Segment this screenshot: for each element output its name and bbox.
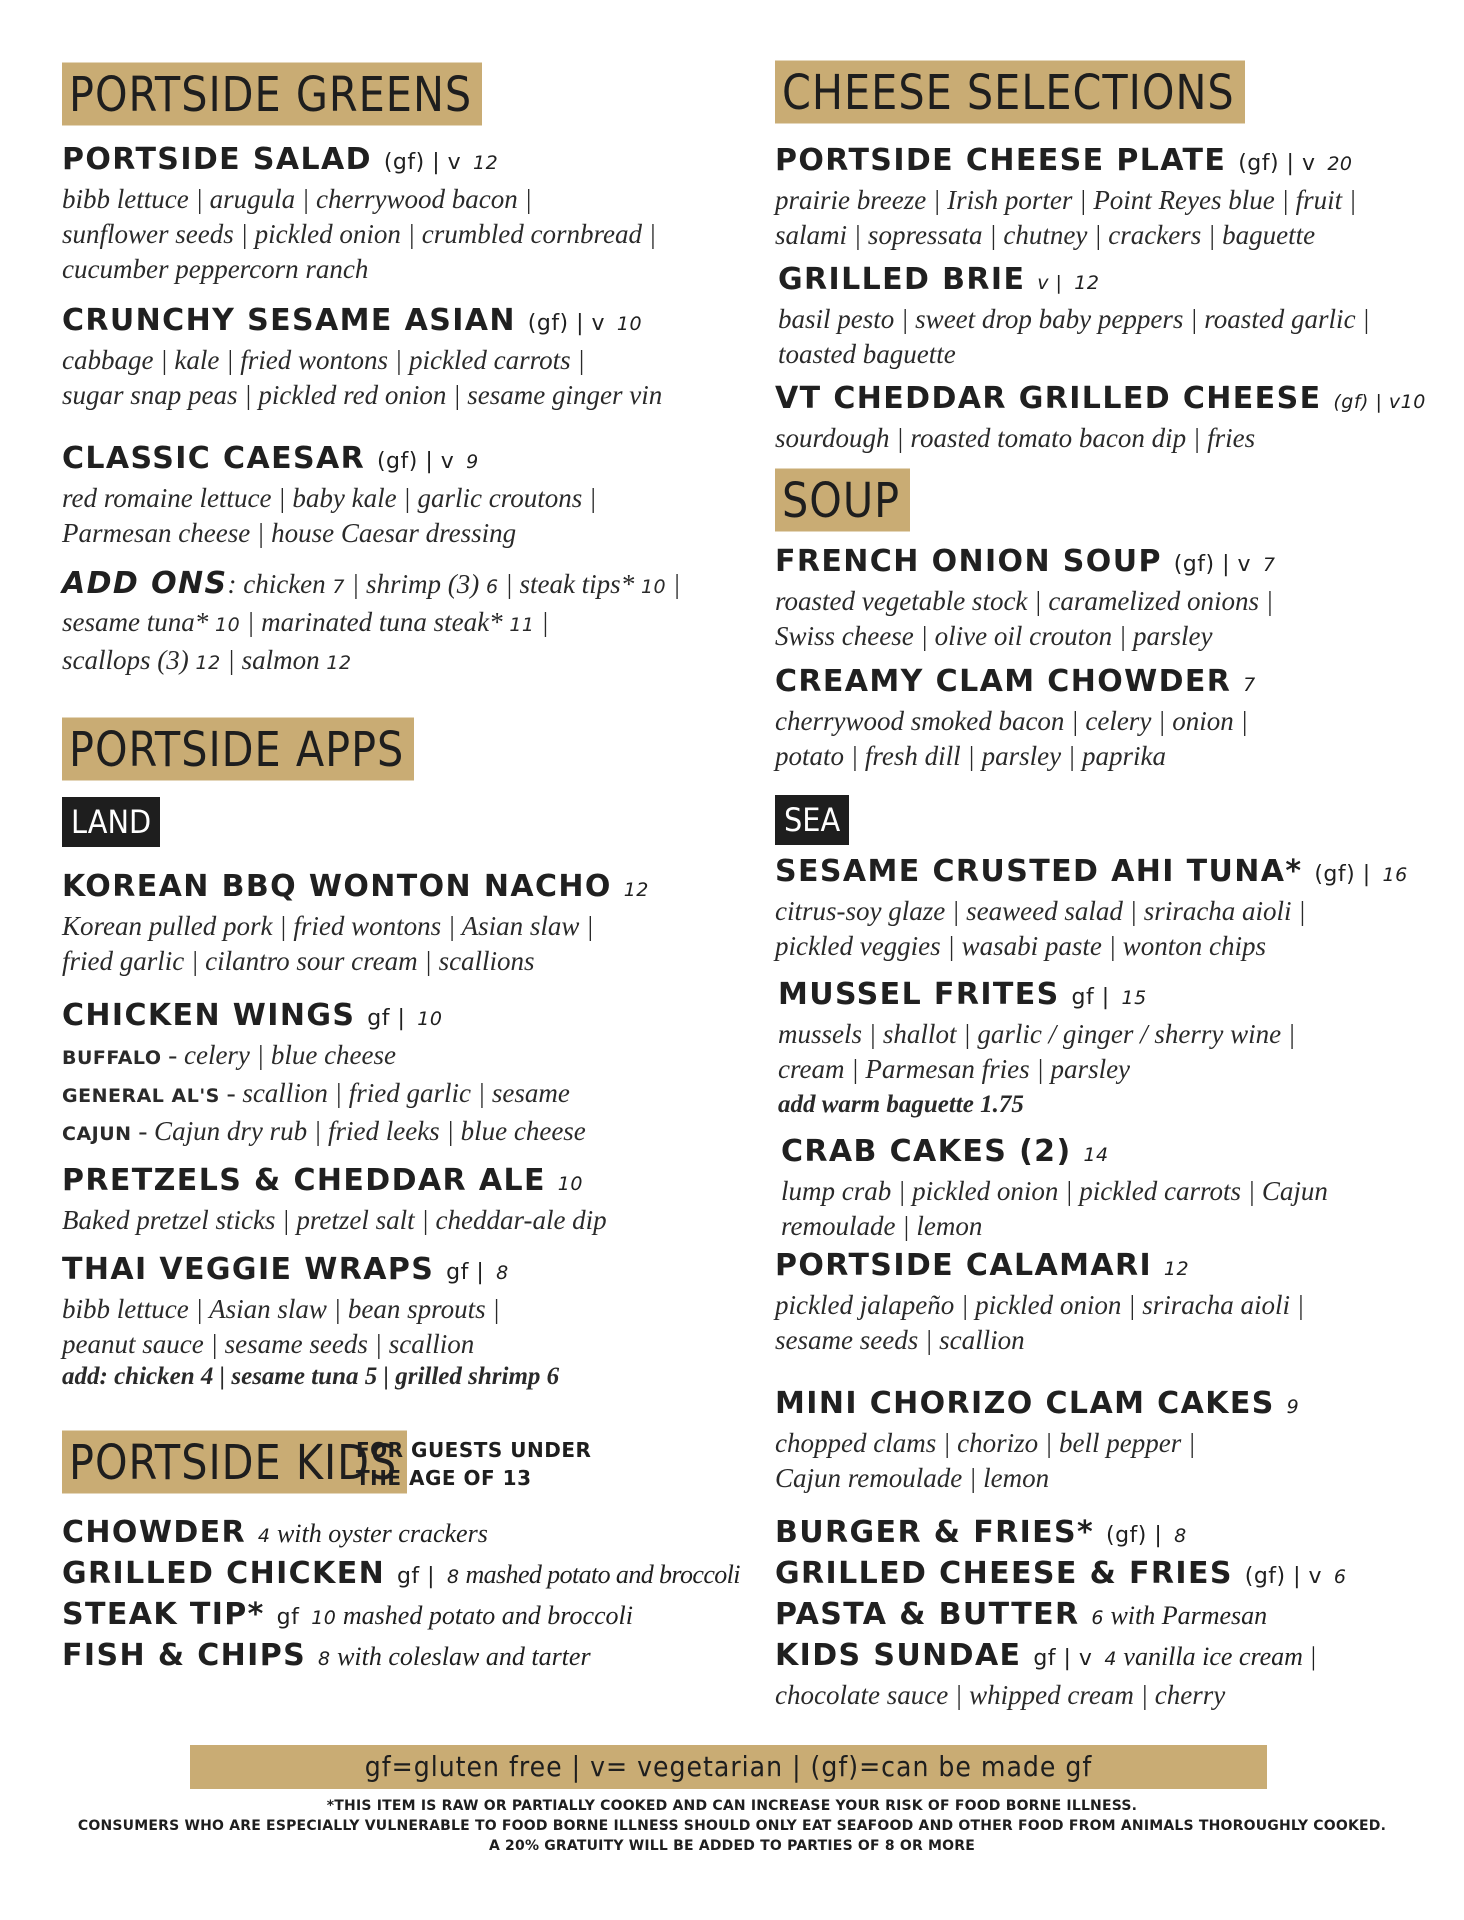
kids-note-line: THE AGE OF 13 [356, 1466, 532, 1490]
item-desc: citrus-soy glaze | seaweed salad | sriracha aioli | [775, 896, 1306, 926]
item-name: KOREAN BBQ WONTON NACHO [62, 869, 612, 904]
kids-item [62, 1596, 740, 1637]
item-price: 7 [1243, 674, 1256, 696]
dietary-legend: gf=gluten free | v= vegetarian | (gf)=can be made gf [190, 1745, 1267, 1789]
item-desc: cherrywood smoked bacon | celery | onion | [775, 706, 1248, 736]
item-desc: bibb lettuce | arugula | cherrywood bacon | [62, 184, 532, 214]
item-price: 8 [496, 1262, 509, 1284]
disclaimer-line: A 20% GRATUITY WILL BE ADDED TO PARTIES OF 8 OR MORE [488, 1838, 976, 1854]
item-meta: (gf) | v [1173, 552, 1252, 577]
menu-item-vt-cheddar-grilled-cheese [775, 380, 1426, 456]
add-on-text: | shrimp (3) [345, 569, 486, 599]
add-ons [62, 565, 680, 681]
item-desc: cabbage | kale | fried wontons | pickled carrots | [62, 345, 585, 375]
wing-desc: - scallion | fried garlic | sesame [219, 1078, 570, 1108]
item-price: 7 [1262, 554, 1276, 576]
item-desc: Parmesan cheese | house Caesar dressing [62, 518, 517, 548]
item-meta: gf | [367, 1006, 406, 1031]
kids-items-left [62, 1514, 740, 1678]
item-desc: vanilla ice cream | [1116, 1642, 1317, 1671]
item-desc: potato | fresh dill | parsley | paprika [775, 741, 1166, 771]
wing-style: CAJUN [62, 1123, 132, 1145]
add-on-text: | marinated tuna steak* [240, 607, 510, 637]
disclaimer-line: CONSUMERS WHO ARE ESPECIALLY VULNERABLE TO FOOD BORNE ILLNESS SHOULD ONLY EAT SEAFOOD AND OTHER FOOD FROM ANIMALS THOROUGHLY COOKED. [77, 1818, 1387, 1834]
item-name: PORTSIDE CALAMARI [775, 1248, 1153, 1283]
kids-items-right [775, 1514, 1347, 1713]
add-on-text: sesame tuna* [62, 607, 215, 637]
item-desc: pickled jalapeño | pickled onion | sriracha aioli | [775, 1290, 1305, 1320]
item-add-on: add: chicken 4 | sesame tuna 5 | grilled shrimp 6 [62, 1363, 560, 1390]
disclaimer [0, 1796, 1464, 1856]
item-price: 15 [1121, 987, 1147, 1009]
item-price: 8 [446, 1566, 460, 1588]
add-on-text: : chicken [227, 569, 333, 599]
item-meta: (gf) | [1314, 862, 1371, 887]
item-desc: chopped clams | chorizo | bell pepper | [775, 1428, 1196, 1458]
menu-item-classic-caesar [62, 440, 596, 551]
item-desc: cream | Parmesan fries | parsley [778, 1054, 1131, 1084]
item-desc: red romaine lettuce | baby kale | garlic croutons | [62, 483, 597, 513]
menu-item-portside-salad [62, 141, 656, 287]
item-name: CREAMY CLAM CHOWDER [775, 664, 1232, 699]
item-name: GRILLED BRIE [778, 262, 1026, 297]
item-desc: Cajun remoulade | lemon [775, 1463, 1050, 1493]
item-meta: gf | v [1033, 1646, 1093, 1671]
item-desc: with Parmesan [1103, 1601, 1268, 1630]
item-price: 14 [1083, 1144, 1109, 1166]
item-name: BURGER & FRIES* [775, 1515, 1095, 1550]
item-price: 8 [1174, 1525, 1187, 1547]
kids-item [62, 1637, 740, 1678]
item-desc: sugar snap peas | pickled red onion | sesame ginger vin [62, 380, 663, 410]
item-desc: Korean pulled pork | fried wontons | Asian slaw | [62, 911, 594, 941]
subsection-label-sea: SEA [775, 795, 849, 845]
item-meta: v | [1037, 272, 1063, 294]
item-name: CHICKEN WINGS [62, 998, 356, 1033]
item-name: KIDS SUNDAE [775, 1638, 1022, 1673]
menu-item-french-onion-soup [775, 543, 1275, 654]
item-desc: toasted baguette [778, 339, 956, 369]
wing-desc: - Cajun dry rub | fried leeks | blue cheese [131, 1116, 586, 1146]
item-meta: (gf) | v [527, 311, 606, 336]
item-price: 10 [1400, 391, 1426, 413]
add-on-text: | steak tips* [498, 569, 641, 599]
menu-item-mini-chorizo-clam-cakes [775, 1385, 1299, 1496]
menu-item-thai-veggie-wraps [62, 1251, 559, 1392]
item-price: 12 [1163, 1258, 1190, 1280]
kids-age-note [356, 1436, 591, 1492]
menu-item-crunchy-sesame-asian [62, 302, 662, 413]
item-name: PASTA & BUTTER [775, 1597, 1080, 1632]
item-price: 8 [317, 1648, 331, 1670]
add-on-price: 12 [195, 652, 221, 674]
item-desc: fried garlic | cilantro sour cream | scallions [62, 946, 535, 976]
menu-item-portside-cheese-plate [775, 142, 1356, 253]
item-name: SESAME CRUSTED AHI TUNA* [775, 854, 1303, 889]
item-name: PRETZELS & CHEDDAR ALE [62, 1163, 546, 1198]
item-desc: cucumber peppercorn ranch [62, 254, 369, 284]
section-header-kids: PORTSIDE KIDS [62, 1432, 407, 1492]
item-name: CHOWDER [62, 1515, 247, 1550]
kids-item [62, 1555, 740, 1596]
item-desc: peanut sauce | sesame seeds | scallion [62, 1329, 475, 1359]
menu-item-crab-cakes [781, 1133, 1328, 1244]
item-price: 12 [623, 879, 649, 901]
item-desc: pickled veggies | wasabi paste | wonton chips [775, 931, 1267, 961]
wing-desc: - celery | blue cheese [161, 1040, 397, 1070]
wing-style: GENERAL AL'S [62, 1085, 220, 1107]
item-name: MINI CHORIZO CLAM CAKES [775, 1386, 1275, 1421]
item-meta: (gf) | v [1333, 391, 1401, 413]
item-desc: mussels | shallot | garlic / ginger / sherry wine | [778, 1019, 1296, 1049]
menu-item-sesame-crusted-ahi-tuna [775, 853, 1408, 964]
item-meta: gf [276, 1605, 300, 1630]
item-price: 4 [257, 1525, 271, 1547]
item-price: 12 [473, 152, 499, 174]
menu-item-grilled-brie [778, 261, 1370, 372]
item-desc: mashed potato and broccoli [336, 1601, 633, 1630]
item-desc: mashed potato and broccoli [459, 1560, 740, 1589]
kids-item [775, 1637, 1347, 1678]
item-name: VT CHEDDAR GRILLED CHEESE [775, 381, 1322, 416]
kids-note-line: FOR GUESTS UNDER [356, 1438, 592, 1462]
item-desc: roasted vegetable stock | caramelized onions | [775, 586, 1274, 616]
kids-item [775, 1555, 1347, 1596]
kids-item [62, 1514, 740, 1555]
add-on-price: 12 [326, 652, 352, 674]
menu-item-mussel-frites [778, 976, 1295, 1122]
add-on-text: | salmon [220, 645, 327, 675]
item-desc: Baked pretzel sticks | pretzel salt | cheddar-ale dip [62, 1205, 607, 1235]
add-on-text: | [534, 607, 549, 637]
item-desc: remoulade | lemon [781, 1211, 983, 1241]
kids-item [775, 1514, 1347, 1555]
item-name: PORTSIDE SALAD [62, 142, 372, 177]
section-header-soup: SOUP [775, 470, 910, 530]
wing-style: BUFFALO [62, 1047, 162, 1069]
item-desc: with oyster crackers [270, 1519, 488, 1548]
menu-item-chicken-wings [62, 997, 586, 1152]
item-desc: salami | sopressata | chutney | crackers | baguette [775, 220, 1316, 250]
item-name: GRILLED CHICKEN [62, 1556, 386, 1591]
section-header-apps: PORTSIDE APPS [62, 719, 414, 779]
item-name: THAI VEGGIE WRAPS [62, 1252, 435, 1287]
item-name: FISH & CHIPS [62, 1638, 307, 1673]
item-price: 10 [616, 313, 643, 335]
section-header-greens: PORTSIDE GREENS [62, 64, 482, 124]
item-name: MUSSEL FRITES [778, 977, 1060, 1012]
add-ons-label: ADD ONS [62, 566, 228, 601]
item-name: CRAB CAKES (2) [781, 1134, 1072, 1169]
item-desc: sunflower seeds | pickled onion | crumbled cornbread | [62, 219, 657, 249]
section-header-cheese: CHEESE SELECTIONS [775, 62, 1245, 122]
item-price: 20 [1327, 153, 1353, 175]
item-meta: gf | [446, 1260, 485, 1285]
add-on-price: 11 [509, 614, 535, 636]
item-name: CLASSIC CAESAR [62, 441, 366, 476]
item-name: PORTSIDE CHEESE PLATE [775, 143, 1227, 178]
item-add-on: add warm baguette 1.75 [778, 1091, 1024, 1118]
item-price: 6 [1091, 1607, 1104, 1629]
item-price: 10 [417, 1008, 443, 1030]
item-name: STEAK TIP* [62, 1597, 265, 1632]
item-price: 10 [557, 1173, 583, 1195]
add-on-price: 7 [332, 576, 346, 598]
item-desc: sourdough | roasted tomato bacon dip | fries [775, 423, 1256, 453]
item-desc: lump crab | pickled onion | pickled carrots | Cajun [781, 1176, 1328, 1206]
item-desc: prairie breeze | Irish porter | Point Reyes blue | fruit | [775, 185, 1357, 215]
item-price: 12 [1074, 272, 1100, 294]
menu-item-portside-calamari [775, 1247, 1304, 1358]
item-price: 10 [311, 1607, 337, 1629]
item-desc: chocolate sauce | whipped cream | cherry [775, 1680, 1226, 1710]
item-desc: basil pesto | sweet drop baby peppers | roasted garlic | [778, 304, 1370, 334]
item-price: 9 [466, 451, 479, 473]
add-on-price: 6 [485, 576, 499, 598]
kids-item [775, 1596, 1347, 1637]
item-meta: (gf) | v [376, 449, 455, 474]
item-meta: gf | [396, 1564, 436, 1589]
item-meta: gf | [1071, 985, 1110, 1010]
item-desc: bibb lettuce | Asian slaw | bean sprouts | [62, 1294, 500, 1324]
add-on-price: 10 [640, 576, 667, 598]
item-name: CRUNCHY SESAME ASIAN [62, 303, 516, 338]
subsection-label-land: LAND [62, 797, 160, 847]
item-meta: (gf) | [1106, 1523, 1163, 1548]
item-price: 6 [1333, 1566, 1347, 1588]
item-meta: (gf) | v [383, 150, 462, 175]
disclaimer-line: *THIS ITEM IS RAW OR PARTIALLY COOKED AND CAN INCREASE YOUR RISK OF FOOD BORNE ILLNESS. [326, 1798, 1138, 1814]
item-meta: (gf) | v [1244, 1564, 1323, 1589]
item-name: GRILLED CHEESE & FRIES [775, 1556, 1233, 1591]
item-desc: Swiss cheese | olive oil crouton | parsley [775, 621, 1213, 651]
item-name: FRENCH ONION SOUP [775, 544, 1162, 579]
menu-item-korean-bbq-wonton-nacho [62, 868, 649, 979]
add-on-price: 10 [214, 614, 241, 636]
item-price: 9 [1286, 1396, 1300, 1418]
menu-item-creamy-clam-chowder [775, 663, 1256, 774]
item-price: 4 [1104, 1648, 1117, 1670]
item-price: 16 [1382, 864, 1408, 886]
item-desc: with coleslaw and tarter [330, 1642, 591, 1671]
menu-item-pretzels-cheddar-ale [62, 1162, 607, 1238]
item-desc: sesame seeds | scallion [775, 1325, 1025, 1355]
item-meta: (gf) | v [1238, 151, 1316, 176]
add-on-text: | [666, 569, 681, 599]
add-on-text: scallops (3) [62, 645, 196, 675]
